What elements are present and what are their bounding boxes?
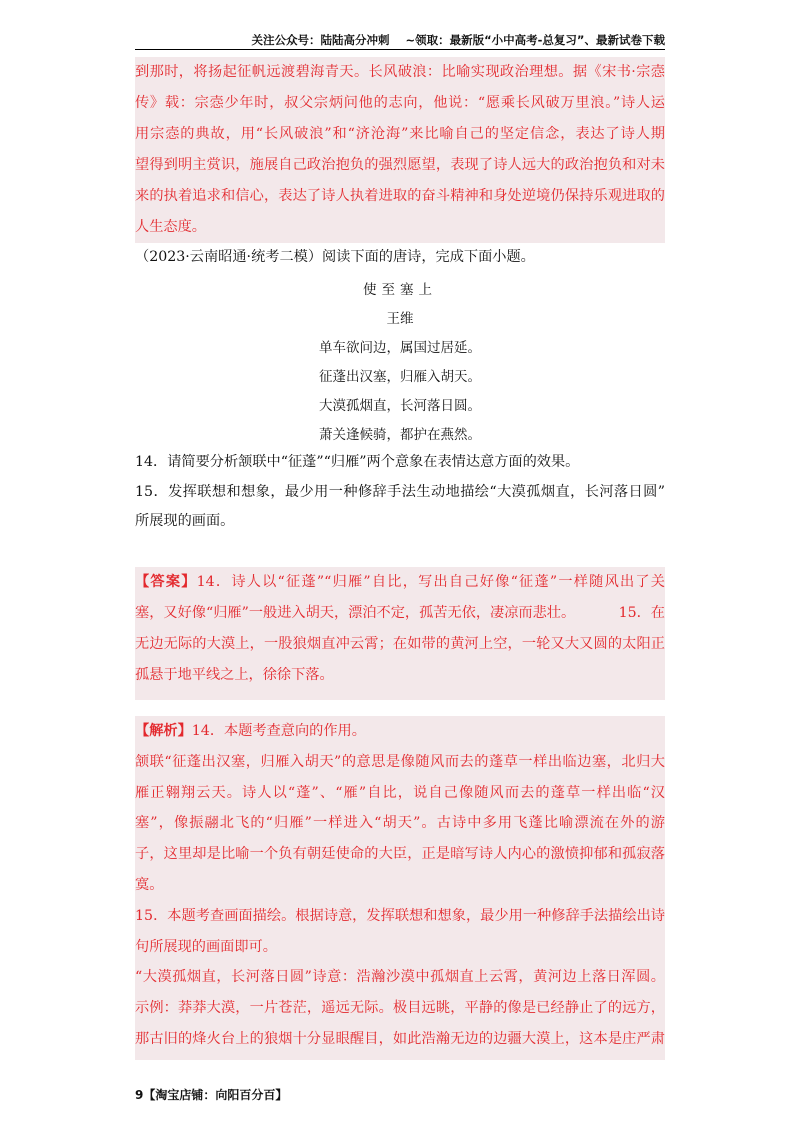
question-intro-text: （2023·云南昭通·统考二模）阅读下面的唐诗，完成下面小题。: [135, 249, 535, 265]
answer-15-start: 15．在: [618, 605, 665, 621]
answer-text: 塞，又好像“归雁”一般进入胡天，漂泊不定，孤苦无依，凄凉而悲壮。: [135, 605, 576, 621]
analysis-text: 14．本题考查意向的作用。: [191, 723, 366, 739]
text-line: 用宗悫的典故，用“长风破浪”和“济沧海”来比喻自己的坚定信念，表达了诗人期: [135, 126, 665, 142]
page-footer: [135, 1086, 287, 1104]
text-line: 来的执着追求和信心，表达了诗人执着进取的奋斗精神和身处逆境仍保持乐观进取的: [135, 188, 665, 204]
question-intro: [135, 245, 665, 269]
answer-line: 孤悬于地平线之上，徐徐下落。: [135, 667, 334, 683]
analysis-line: 句所展现的画面即可。: [135, 938, 277, 955]
questions: [135, 448, 665, 537]
answer-label: 【答案】: [135, 574, 197, 590]
question-15-line: 所展现的画面。: [135, 513, 235, 529]
header-wechat-notice: 关注公众号：陆陆高分冲刺: [251, 33, 390, 47]
analysis-line: 塞”，像振翮北飞的“归雁”一样进入“胡天”。古诗中多用飞蓬比喻漂流在外的游: [135, 815, 665, 832]
text-line: 望得到明主赏识，施展自己政治抱负的强烈愿望，表现了诗人远大的政治抱负和对未: [135, 157, 665, 173]
question-15-line: 15．发挥联想和想象，最少用一种修辞手法生动地描绘“大漠孤烟直，长河落日圆”: [135, 483, 665, 500]
analysis-line: 那古旧的烽火台上的狼烟十分显眼醒目，如此浩瀚无边的边疆大漠上，这本是庄严肃: [135, 1030, 665, 1047]
analysis-line: 15．本题考查画面描绘。根据诗意，发挥联想和想象，最少用一种修辞手法描绘出诗: [135, 907, 665, 924]
poem-line: 征蓬出汉塞，归雁入胡天。: [319, 369, 481, 385]
text-line: 到那时，将扬起征帆远渡碧海青天。长风破浪：比喻实现政治理想。据《宋书·宗悫: [135, 64, 665, 80]
poem-line: 单车欲问边，属国过居延。: [319, 340, 481, 356]
footer-shop: 【淘宝店铺：向阳百分百】: [143, 1088, 288, 1102]
analysis-block: [135, 716, 665, 1060]
text-line: 传》载：宗悫少年时，叔父宗炳问他的志向，他说：“愿乘长风破万里浪。”诗人运: [135, 95, 665, 111]
analysis-label: 【解析】: [135, 723, 192, 739]
analysis-line: [135, 716, 665, 747]
page-number: 9: [135, 1088, 144, 1102]
answer-text: 14．诗人以“征蓬”“归雁”自比，写出自己好像“征蓬”一样随风出了关: [196, 574, 665, 590]
text-line: 人生态度。: [135, 219, 206, 235]
answer-block: [135, 567, 665, 700]
answer-line: 无边无际的大漠上，一股狼烟直冲云霄；在如带的黄河上空，一轮又大又圆的太阳正: [135, 636, 665, 652]
page-header: [135, 31, 665, 50]
analysis-line: 颔联“征蓬出汉塞，归雁入胡天”的意思是像随风而去的蓬草一样出临边塞，北归大: [135, 753, 665, 770]
analysis-line: 子，这里却是比喻一个负有朝廷使命的大臣，正是暗写诗人内心的激愤抑郁和孤寂落: [135, 846, 665, 863]
previous-analysis-block: [135, 57, 665, 243]
poem-line: 萧关逢候骑，都护在燕然。: [319, 427, 481, 443]
poem-title: 使至塞上: [363, 282, 437, 298]
header-download-notice: ~领取：最新版“小中高考-总复习”、最新试卷下载: [405, 33, 665, 47]
analysis-line: 雁正翱翔云天。诗人以“蓬”、“雁”自比，说自己像随风而去的蓬草一样出临“汉: [135, 784, 665, 801]
analysis-line: “大漠孤烟直，长河落日圆”诗意：浩瀚沙漠中孤烟直上云霄，黄河边上落日浑圆。: [135, 969, 665, 986]
analysis-line: 寞。: [135, 876, 164, 893]
poem-line: 大漠孤烟直，长河落日圆。: [319, 398, 481, 414]
answer-line: [135, 567, 665, 598]
poem-author: 王维: [386, 311, 414, 327]
poem: [135, 276, 665, 450]
question-14: 14．请简要分析颔联中“征蓬”“归雁”两个意象在表情达意方面的效果。: [135, 454, 580, 470]
answer-line: [135, 598, 665, 629]
analysis-line: 示例：莽莽大漠，一片苍茫，遥远无际。极目远眺，平静的像是已经静止了的远方，: [135, 1000, 665, 1017]
